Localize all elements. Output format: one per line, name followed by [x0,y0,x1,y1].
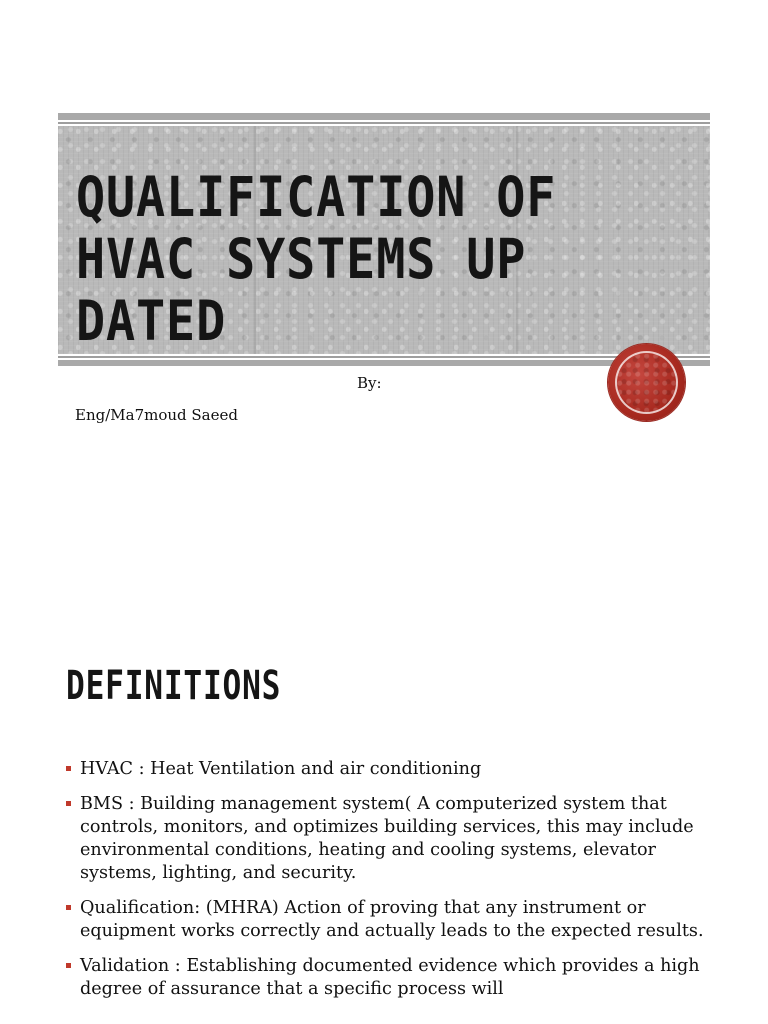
author-name: Eng/Ma7moud Saeed [75,406,238,424]
list-item [66,955,706,1001]
definitions-list [66,758,706,1013]
slide-title: QUALIFICATION OF HVAC SYSTEMS UP DATED [76,165,557,353]
byline-label: By: [357,374,382,392]
badge-inner-ring [615,351,678,414]
square-bullet-icon [66,766,71,771]
definitions-slide [0,600,768,1024]
title-band-top-rule [58,113,710,120]
definition-text: Qualification: (MHRA) Action of proving that any instrument or equipment works correctly and actually leads to the expected results. [80,898,704,941]
square-bullet-icon [66,905,71,910]
title-band [58,126,710,354]
title-band-top-rule-thin [58,122,710,124]
square-bullet-icon [66,963,71,968]
definition-text: HVAC : Heat Ventilation and air conditioning [80,759,482,779]
section-heading: DEFINITIONS [66,663,282,709]
list-item [66,758,706,781]
square-bullet-icon [66,801,71,806]
definition-text: BMS : Building management system( A computerized system that controls, monitors, and optimizes building services, this may include environmental conditions, heating and cooling systems, elevator systems, lighting, and security. [80,794,694,883]
list-item [66,793,706,885]
definition-text: Validation : Establishing documented evidence which provides a high degree of assurance that a specific process will [80,956,700,999]
red-circle-ornament-icon [608,344,685,421]
list-item [66,897,706,943]
title-band-bottom-rule-thin [58,356,710,358]
